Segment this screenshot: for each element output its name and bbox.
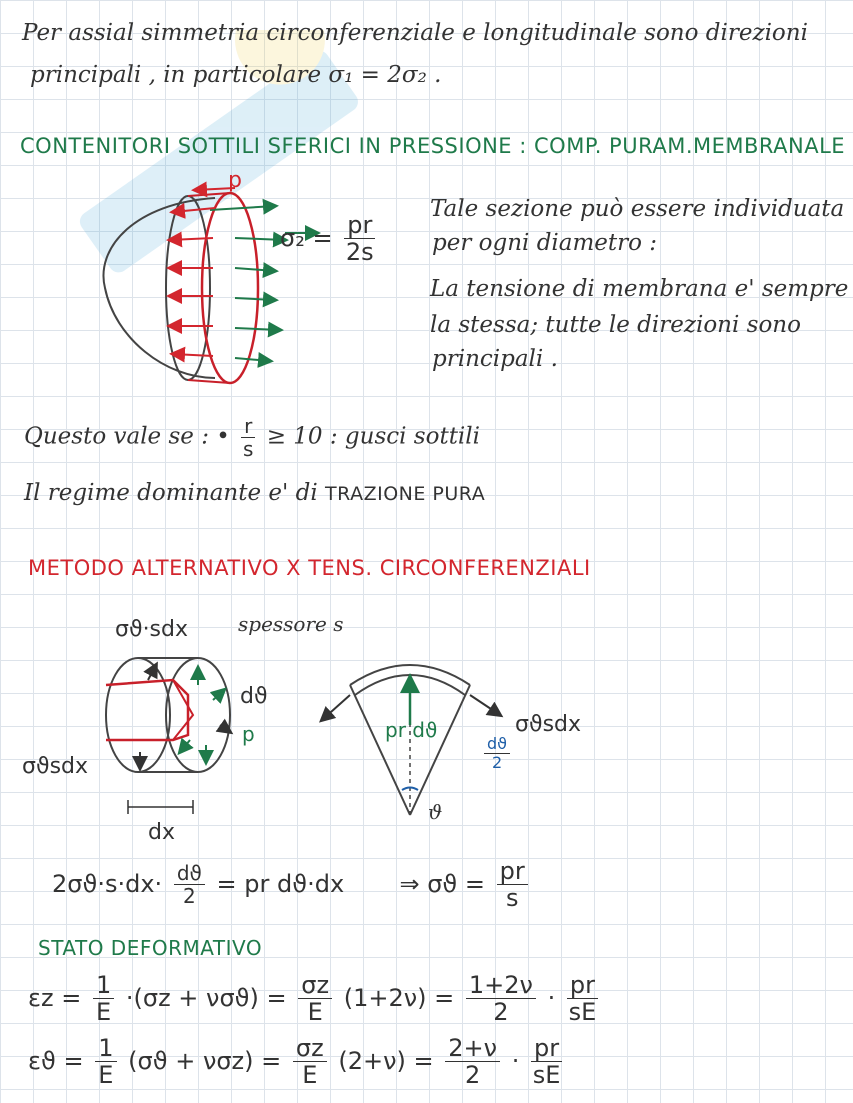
intro-line-2: principali , in particolare σ₁ = 2σ₂ . [30,62,442,88]
validity-suffix: ≥ 10 : gusci sottili [266,423,480,450]
desc-line-3: La tensione di membrana e' sempre [430,276,849,302]
et-mid: (σϑ + νσz) = [128,1046,282,1075]
section-title-spherical: CONTENITORI SOTTILI SFERICI IN PRESSIONE : COMP. PURAM.MEMBRANALE [20,134,846,158]
desc-line-5: principali . [432,346,558,372]
desc-line-4: la stessa; tutte le direzioni sono [430,312,801,338]
ez-f3-den: 2 [493,998,509,1027]
strain-z-equation [28,972,602,1026]
sigma2-num: pr [344,212,375,239]
regime-caps: TRAZIONE PURA [325,483,486,505]
et-mid2: (2+ν) = [338,1046,434,1075]
desc-line-1: Tale sezione può essere individuata [430,196,845,222]
et-f1-num: 1 [95,1035,116,1062]
eq-rhs: σϑ = [427,869,486,898]
et-f4-den: sE [532,1061,561,1090]
eq-mid: = pr dϑ·dx [216,869,345,898]
dtheta-label: dϑ [240,684,268,709]
cylinder-element-diagram [98,640,248,825]
p-label-2: p [242,722,255,746]
et-f3-den: 2 [465,1061,481,1090]
et-lhs: εϑ = [28,1046,84,1075]
ez-f2-den: E [307,998,323,1027]
pressure-label: p [228,168,243,193]
sigma2-den: 2s [345,238,374,267]
intro-line-1: Per assial simmetria circonferenziale e longitudinale sono direzioni [22,20,808,46]
dx-label: dx [148,820,175,845]
ez-mid: ·(σz + νσϑ) = [125,983,287,1012]
validity-num: r [241,415,255,438]
ez-mid2: (1+2ν) = [343,983,455,1012]
ez-f1-num: 1 [93,972,114,999]
ez-f2-num: σz [298,972,332,999]
validity-line [24,415,480,460]
ez-f3-num: 1+2ν [466,972,536,999]
validity-den: s [243,437,254,461]
left-force-label: σϑsdx [22,754,89,779]
sphere-diagram [95,168,395,398]
section-title-deformation: STATO DEFORMATIVO [38,936,263,960]
desc-line-2: per ogni diametro : [432,230,658,256]
eq-lhs-den: 2 [182,884,196,909]
equilibrium-equation [52,858,532,912]
et-f4-num: pr [531,1035,562,1062]
ez-lhs: εz = [28,983,82,1012]
et-dot: · [511,1046,520,1075]
thickness-label: spessore s [238,612,344,636]
eq-lhs: 2σϑ·s·dx· [52,869,163,898]
eq-arrow: ⇒ [399,869,420,898]
et-f2-den: E [302,1061,318,1090]
section-title-alternative: METODO ALTERNATIVO X TENS. CIRCONFERENZIALI [28,556,591,580]
eq-lhs-num: dϑ [174,862,205,885]
fan-half-num: dϑ [484,735,510,754]
ez-f4-num: pr [567,972,598,999]
fan-center-label: pr dϑ [385,718,438,742]
fan-right-label: σϑsdx [515,712,582,737]
ez-f1-den: E [96,998,112,1027]
eq-rhs-num: pr [497,858,528,885]
fan-half-angle [480,735,514,771]
et-f3-num: 2+ν [445,1035,500,1062]
regime-line [24,480,485,506]
sigma2-lhs: σ₂ = [280,223,333,252]
et-f1-den: E [98,1061,114,1090]
strain-theta-equation [28,1035,566,1089]
sigma2-formula [280,212,379,266]
fan-vertex-label: ϑ [428,800,443,824]
eq-rhs-den: s [505,884,519,913]
et-f2-num: σz [293,1035,327,1062]
regime-text: Il regime dominante e' di [24,480,318,506]
validity-prefix: Questo vale se : • [24,423,230,450]
ez-dot: · [547,983,556,1012]
top-force-label: σϑ·sdx [115,617,189,642]
fan-half-den: 2 [491,752,503,772]
ez-f4-den: sE [568,998,597,1027]
